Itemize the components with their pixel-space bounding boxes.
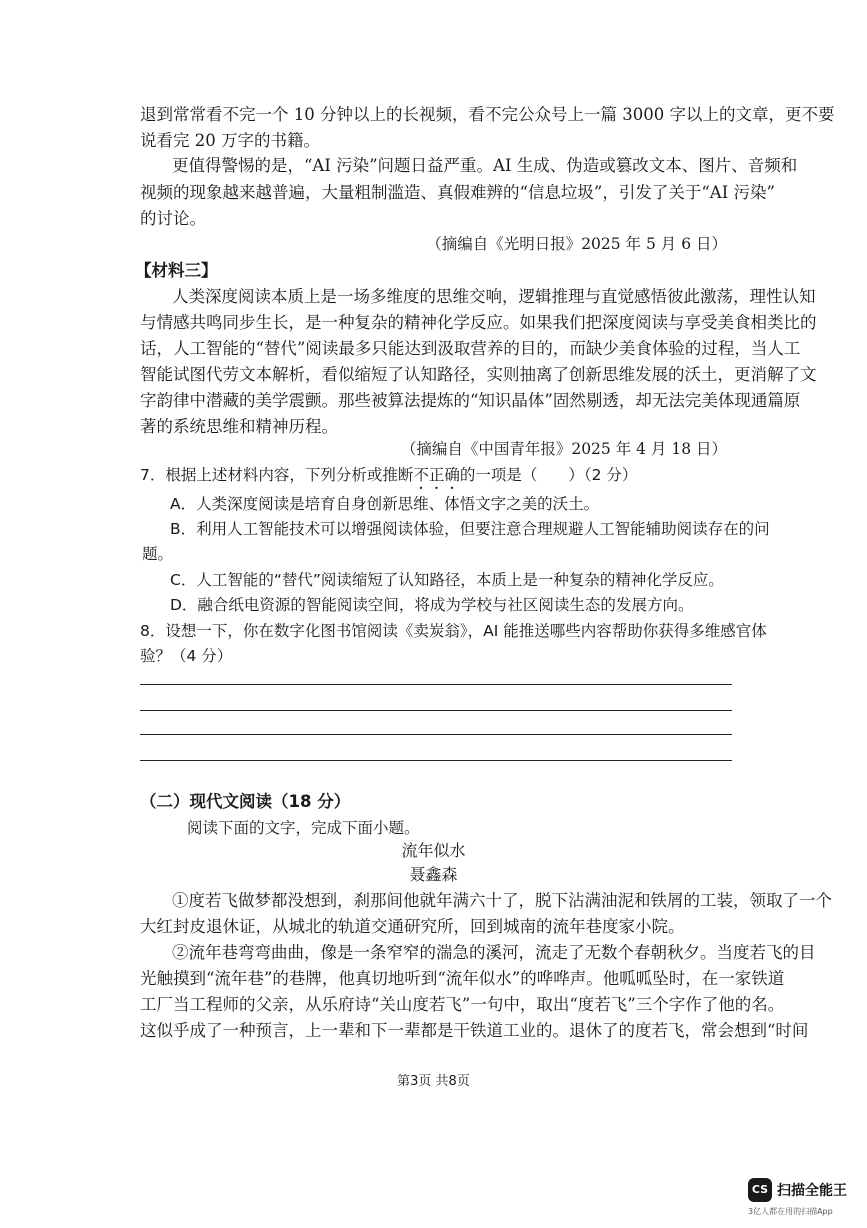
material3-line: 与情感共鸣同步生长，是一种复杂的精神化学反应。如果我们把深度阅读与享受美食相类比的 bbox=[140, 313, 817, 332]
question-7-option-d: D．融合纸电资源的智能阅读空间，将成为学校与社区阅读生态的发展方向。 bbox=[170, 596, 694, 614]
material3-line: 著的系统思维和精神历程。 bbox=[140, 417, 338, 436]
question-7-stem bbox=[140, 462, 637, 493]
question-7-stem-after: 的一项是（ ）（2 分） bbox=[459, 466, 638, 484]
answer-line bbox=[140, 760, 732, 761]
material3-line: 智能试图代劳文本解析，看似缩短了认知路径，实则抽离了创新思维发展的沃土，更消解了文 bbox=[140, 365, 817, 384]
section-heading: （二）现代文阅读（18 分） bbox=[140, 792, 351, 811]
material2-para-line: 更值得警惕的是，“AI 污染”问题日益严重。AI 生成、伪造或篡改文本、图片、音频和 bbox=[172, 156, 798, 175]
question-7-option-a: A．人类深度阅读是培育自身创新思维、体悟文字之美的沃土。 bbox=[170, 495, 600, 513]
story-paragraph-line: 工厂当工程师的父亲，从乐府诗“关山度若飞”一句中，取出“度若飞”三个字作了他的名。 bbox=[140, 995, 785, 1014]
material2-line-2: 说看完 20 万字的书籍。 bbox=[140, 131, 320, 150]
story-title: 流年似水 bbox=[401, 841, 466, 860]
material3-line: 字韵律中潜藏的美学震颤。那些被算法提炼的“知识晶体”固然剔透，却无法完美体现通篇原 bbox=[140, 391, 801, 410]
material3-line: 人类深度阅读本质上是一场多维度的思维交响，逻辑推理与直觉感悟彼此激荡，理性认知 bbox=[172, 287, 816, 306]
story-paragraph-line: ②流年巷弯弯曲曲，像是一条窄窄的湍急的溪河，流走了无数个春朝秋夕。当度若飞的目 bbox=[172, 943, 816, 962]
question-7-stem-before: 7．根据上述材料内容，下列分析或推断 bbox=[140, 466, 414, 484]
story-paragraph-line: ①度若飞做梦都没想到，刹那间他就年满六十了，脱下沾满油泥和铁屑的工装，领取了一个 bbox=[172, 891, 832, 910]
answer-line bbox=[140, 684, 732, 685]
material3-title: 【材料三】 bbox=[135, 261, 218, 280]
question-7-emphasis: 不正确 bbox=[413, 466, 460, 484]
question-8-line-2: 验？（4 分） bbox=[140, 647, 233, 665]
page-number: 第3页 共8页 bbox=[397, 1074, 470, 1089]
camscanner-logo-icon: CS bbox=[748, 1178, 772, 1202]
story-paragraph-line: 这似乎成了一种预言，上一辈和下一辈都是干铁道工业的。退休了的度若飞，常会想到“时间 bbox=[140, 1021, 809, 1040]
watermark-name: 扫描全能王 bbox=[777, 1183, 847, 1199]
story-author: 聂鑫森 bbox=[409, 865, 458, 884]
watermark-tagline: 3亿人都在用的扫描App bbox=[748, 1207, 833, 1216]
question-7-option-b-cont: 题。 bbox=[142, 545, 174, 563]
question-8-line-1: 8．设想一下，你在数字化图书馆阅读《卖炭翁》，AI 能推送哪些内容帮助你获得多维感官体 bbox=[140, 622, 767, 640]
material2-para-line: 的讨论。 bbox=[140, 209, 206, 228]
material3-line: 话，人工智能的“替代”阅读最多只能达到汲取营养的目的，而缺少美食体验的过程，当人工 bbox=[140, 339, 801, 358]
story-paragraph-line: 光触摸到“流年巷”的巷牌，他真切地听到“流年似水”的哗哗声。他呱呱坠时，在一家铁道 bbox=[140, 969, 785, 988]
answer-line bbox=[140, 710, 732, 711]
material2-source: （摘编自《光明日报》2025 年 5 月 6 日） bbox=[426, 235, 727, 253]
section-instruction: 阅读下面的文字，完成下面小题。 bbox=[187, 819, 420, 837]
question-7-option-b: B．利用人工智能技术可以增强阅读体验，但要注意合理规避人工智能辅助阅读存在的问 bbox=[170, 520, 770, 538]
story-paragraph-line: 大红封皮退休证，从城北的轨道交通研究所，回到城南的流年巷度家小院。 bbox=[140, 917, 685, 936]
material2-line-1: 退到常常看不完一个 10 分钟以上的长视频，看不完公众号上一篇 3000 字以上的文章，更不要 bbox=[140, 105, 835, 124]
question-7-option-c: C．人工智能的“替代”阅读缩短了认知路径，本质上是一种复杂的精神化学反应。 bbox=[170, 571, 724, 589]
material3-source: （摘编自《中国青年报》2025 年 4 月 18 日） bbox=[400, 440, 727, 458]
answer-line bbox=[140, 734, 732, 735]
scanner-watermark bbox=[748, 1178, 858, 1218]
material2-para-line: 视频的现象越来越普遍，大量粗制滥造、真假难辨的“信息垃圾”，引发了关于“AI 污染” bbox=[140, 183, 775, 202]
